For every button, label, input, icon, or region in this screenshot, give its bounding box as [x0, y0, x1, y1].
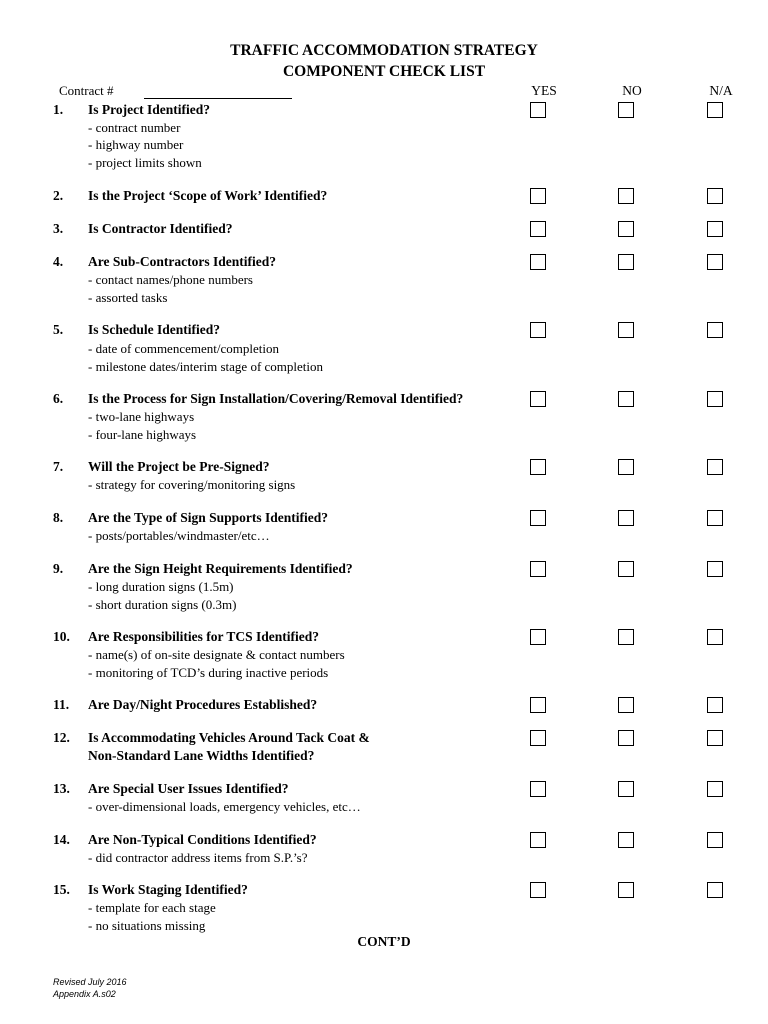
item-detail: - date of commencement/completion — [88, 341, 279, 356]
item-detail: - no situations missing — [88, 918, 206, 933]
item-question: Is Accommodating Vehicles Around Tack Coat & — [88, 730, 370, 745]
no-checkbox[interactable] — [618, 102, 634, 118]
item-number: 7. — [53, 459, 64, 474]
item-question: Are Day/Night Procedures Established? — [88, 697, 318, 712]
no-checkbox[interactable] — [618, 322, 634, 338]
yes-checkbox[interactable] — [530, 781, 546, 797]
item-detail: - contract number — [88, 120, 181, 135]
na-checkbox[interactable] — [707, 188, 723, 204]
no-checkbox[interactable] — [618, 882, 634, 898]
item-number: 14. — [53, 832, 70, 847]
na-checkbox[interactable] — [707, 730, 723, 746]
item-detail: - strategy for covering/monitoring signs — [88, 477, 296, 492]
yes-checkbox[interactable] — [530, 561, 546, 577]
yes-checkbox[interactable] — [530, 102, 546, 118]
yes-checkbox[interactable] — [530, 188, 546, 204]
yes-checkbox[interactable] — [530, 221, 546, 237]
no-checkbox[interactable] — [618, 781, 634, 797]
item-number: 1. — [53, 102, 64, 117]
item-number: 13. — [53, 781, 70, 796]
appendix-reference: Appendix A.s02 — [53, 989, 116, 999]
item-detail: - name(s) of on-site designate & contact numbers — [88, 647, 345, 662]
item-number: 12. — [53, 730, 70, 745]
revision-note: Revised July 2016 — [53, 977, 127, 987]
item-question: Is the Project ‘Scope of Work’ Identified? — [88, 188, 328, 203]
item-detail: - assorted tasks — [88, 290, 168, 305]
item-question: Will the Project be Pre-Signed? — [88, 459, 270, 474]
item-number: 4. — [53, 254, 64, 269]
column-header-no: NO — [622, 83, 642, 98]
item-detail: - long duration signs (1.5m) — [88, 579, 234, 594]
item-detail: - over-dimensional loads, emergency vehicles, etc… — [88, 799, 361, 814]
item-number: 5. — [53, 322, 64, 337]
na-checkbox[interactable] — [707, 697, 723, 713]
item-detail: - four-lane highways — [88, 427, 197, 442]
column-header-yes: YES — [531, 83, 557, 98]
na-checkbox[interactable] — [707, 510, 723, 526]
item-question: Is Work Staging Identified? — [88, 882, 248, 897]
yes-checkbox[interactable] — [530, 322, 546, 338]
continued-label: CONT’D — [357, 934, 411, 949]
item-number: 11. — [53, 697, 70, 712]
item-question: Is the Process for Sign Installation/Covering/Removal Identified? — [88, 391, 464, 406]
item-detail: - two-lane highways — [88, 409, 195, 424]
item-detail: - milestone dates/interim stage of completion — [88, 359, 324, 374]
na-checkbox[interactable] — [707, 102, 723, 118]
item-number: 8. — [53, 510, 64, 525]
item-question: Is Project Identified? — [88, 102, 210, 117]
yes-checkbox[interactable] — [530, 697, 546, 713]
yes-checkbox[interactable] — [530, 629, 546, 645]
page-title: TRAFFIC ACCOMMODATION STRATEGY — [230, 42, 538, 59]
item-number: 15. — [53, 882, 70, 897]
item-detail: - highway number — [88, 137, 184, 152]
item-question-continued: Non-Standard Lane Widths Identified? — [88, 748, 315, 763]
item-number: 3. — [53, 221, 64, 236]
column-header-na: N/A — [709, 83, 733, 98]
no-checkbox[interactable] — [618, 629, 634, 645]
item-question: Is Schedule Identified? — [88, 322, 221, 337]
no-checkbox[interactable] — [618, 254, 634, 270]
item-number: 10. — [53, 629, 70, 644]
item-question: Are Non-Typical Conditions Identified? — [88, 832, 317, 847]
item-question: Are the Type of Sign Supports Identified? — [88, 510, 329, 525]
yes-checkbox[interactable] — [530, 510, 546, 526]
no-checkbox[interactable] — [618, 730, 634, 746]
no-checkbox[interactable] — [618, 510, 634, 526]
item-question: Are Special User Issues Identified? — [88, 781, 289, 796]
item-detail: - contact names/phone numbers — [88, 272, 253, 287]
item-number: 9. — [53, 561, 64, 576]
contract-number-field[interactable] — [144, 98, 292, 99]
na-checkbox[interactable] — [707, 561, 723, 577]
na-checkbox[interactable] — [707, 832, 723, 848]
item-detail: - monitoring of TCD’s during inactive periods — [88, 665, 329, 680]
item-question: Are Responsibilities for TCS Identified? — [88, 629, 320, 644]
na-checkbox[interactable] — [707, 781, 723, 797]
no-checkbox[interactable] — [618, 832, 634, 848]
item-detail: - posts/portables/windmaster/etc… — [88, 528, 270, 543]
na-checkbox[interactable] — [707, 221, 723, 237]
yes-checkbox[interactable] — [530, 882, 546, 898]
item-detail: - project limits shown — [88, 155, 202, 170]
no-checkbox[interactable] — [618, 391, 634, 407]
na-checkbox[interactable] — [707, 254, 723, 270]
item-question: Are the Sign Height Requirements Identified? — [88, 561, 353, 576]
item-detail: - did contractor address items from S.P.’s? — [88, 850, 308, 865]
contract-label: Contract # — [59, 83, 114, 98]
item-question: Is Contractor Identified? — [88, 221, 233, 236]
page-subtitle: COMPONENT CHECK LIST — [282, 63, 486, 80]
yes-checkbox[interactable] — [530, 730, 546, 746]
item-detail: - short duration signs (0.3m) — [88, 597, 237, 612]
no-checkbox[interactable] — [618, 697, 634, 713]
na-checkbox[interactable] — [707, 459, 723, 475]
yes-checkbox[interactable] — [530, 832, 546, 848]
na-checkbox[interactable] — [707, 882, 723, 898]
na-checkbox[interactable] — [707, 322, 723, 338]
yes-checkbox[interactable] — [530, 391, 546, 407]
item-detail: - template for each stage — [88, 900, 216, 915]
item-number: 6. — [53, 391, 64, 406]
na-checkbox[interactable] — [707, 391, 723, 407]
item-question: Are Sub-Contractors Identified? — [88, 254, 276, 269]
no-checkbox[interactable] — [618, 188, 634, 204]
no-checkbox[interactable] — [618, 561, 634, 577]
yes-checkbox[interactable] — [530, 459, 546, 475]
yes-checkbox[interactable] — [530, 254, 546, 270]
na-checkbox[interactable] — [707, 629, 723, 645]
item-number: 2. — [53, 188, 64, 203]
no-checkbox[interactable] — [618, 221, 634, 237]
no-checkbox[interactable] — [618, 459, 634, 475]
